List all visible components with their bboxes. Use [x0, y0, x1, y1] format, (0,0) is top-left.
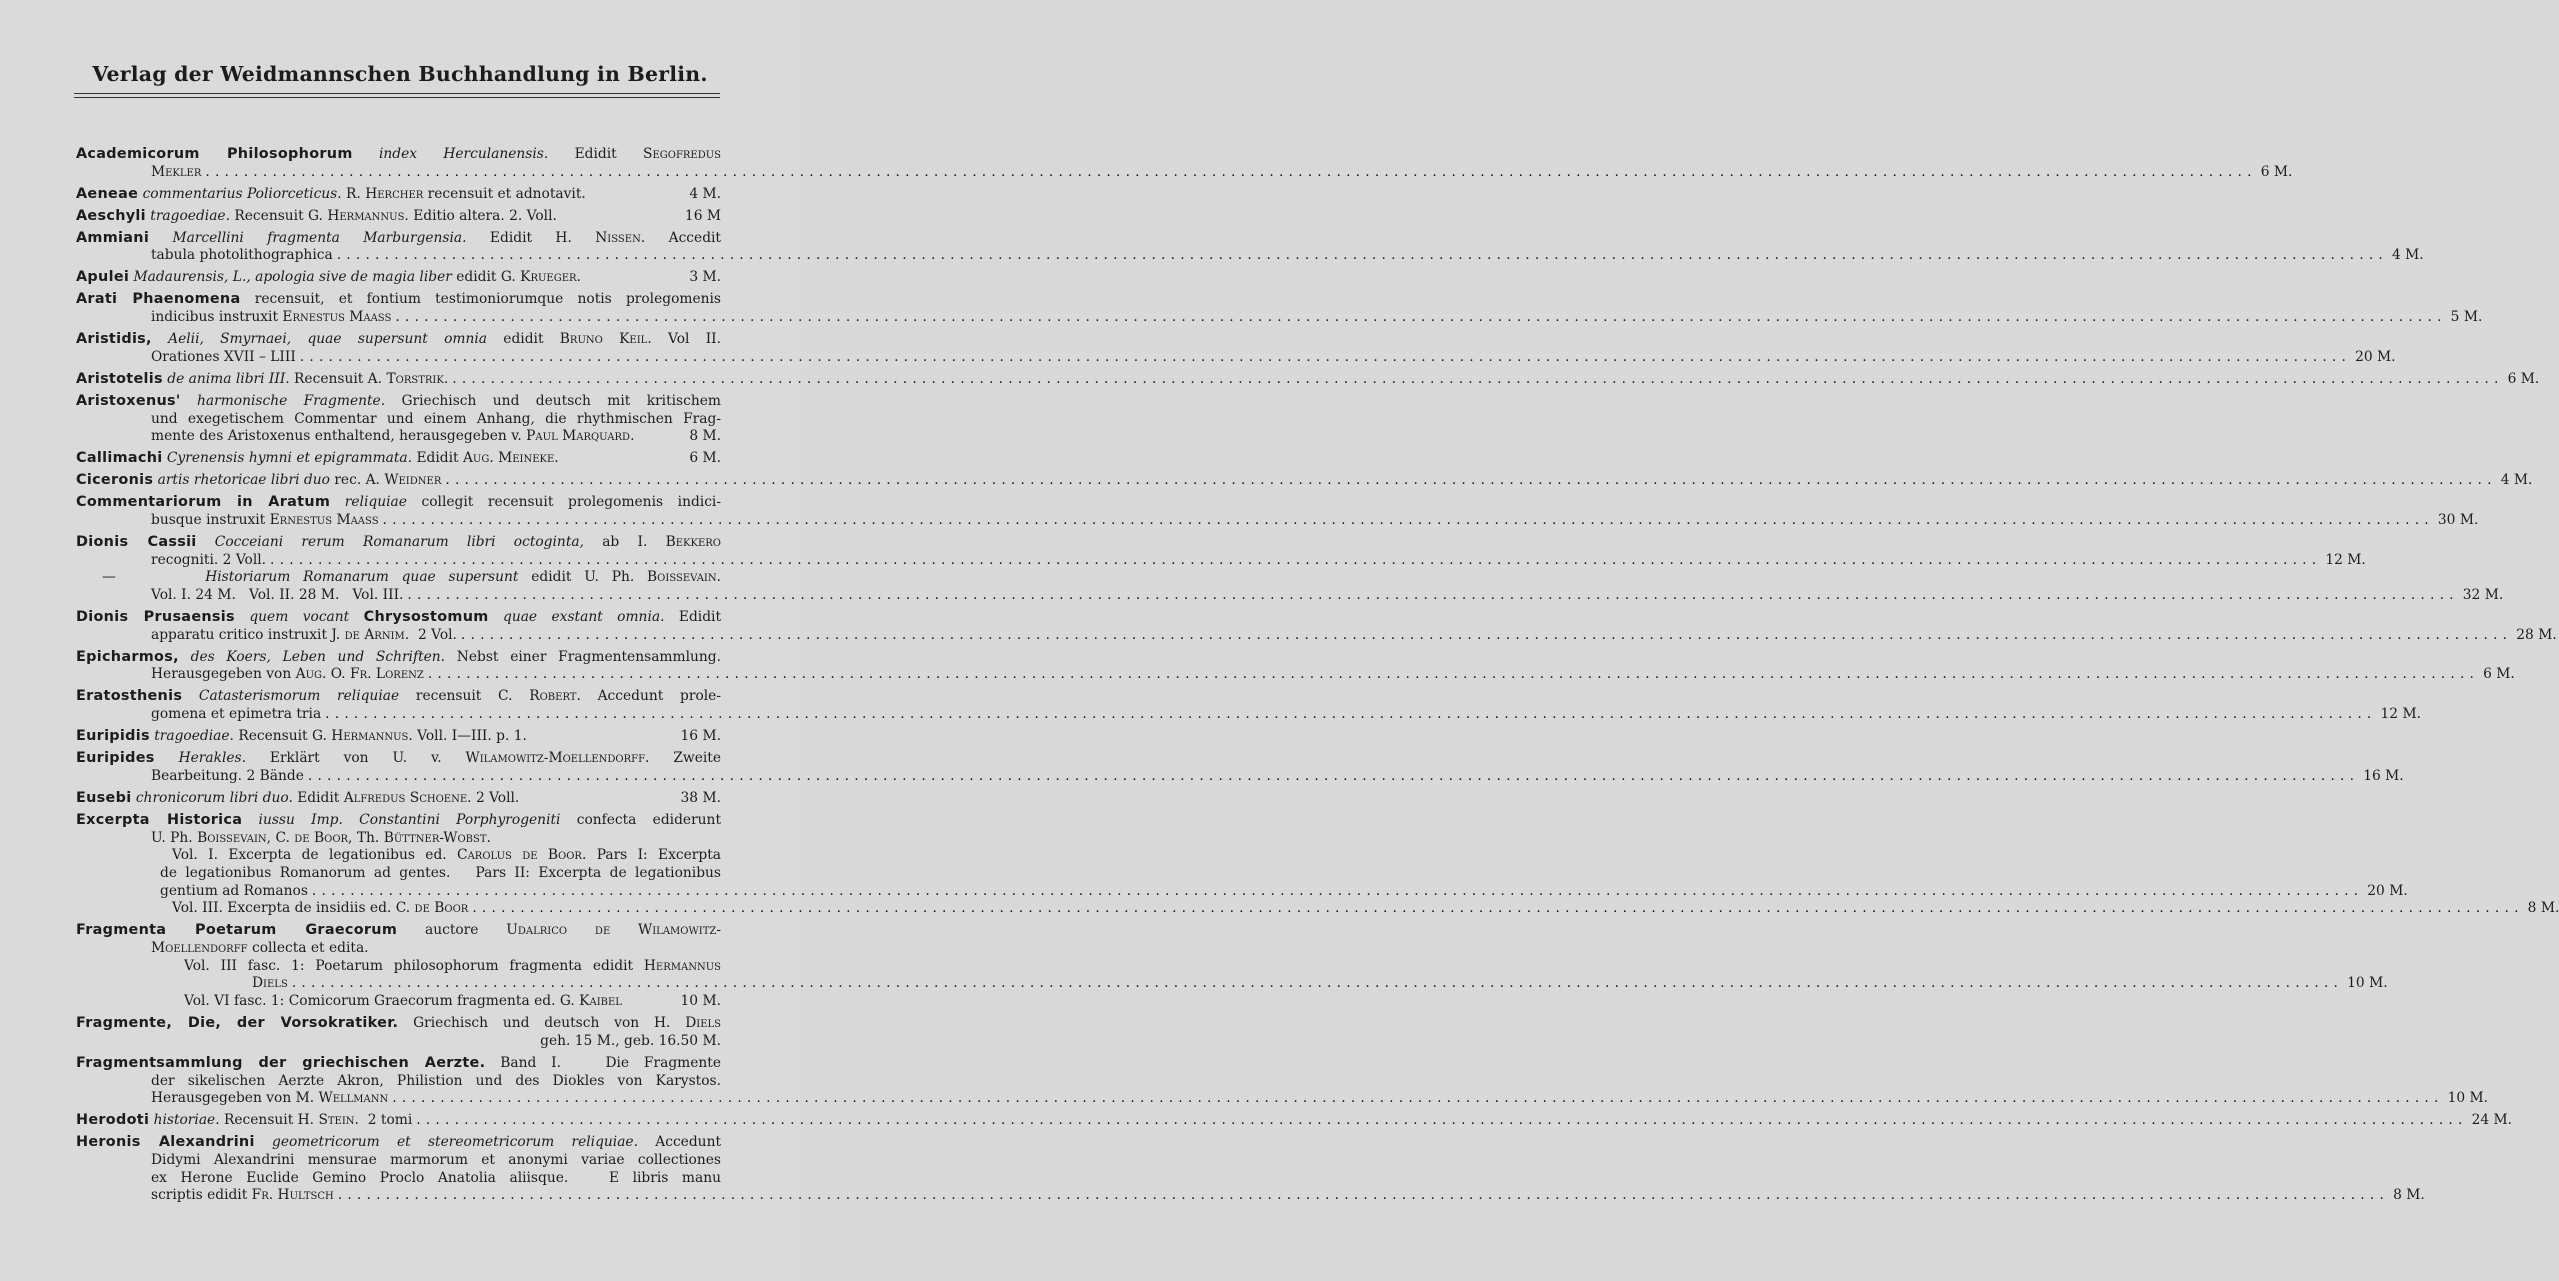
price: 28 M.	[2516, 626, 2557, 643]
catalog-entry: Eratosthenis Catasterismorum reliquiae recensuit C. Robert. Accedunt prole- gomena et epimetra tria ..... 12 M.	[76, 688, 721, 723]
catalog-list	[76, 146, 2559, 1209]
catalog-entry: Eusebi chronicorum libri duo. Edidit Alfredus Schoene. 2 Voll. 38 M.	[76, 789, 721, 806]
price: 16 M.	[2363, 767, 2404, 784]
price: 16 M.	[680, 728, 721, 745]
catalog-entry: Apulei Madaurensis, L., apologia sive de magia liber edidit G. Krueger. 3 M.	[76, 269, 721, 286]
price: 16 M	[684, 207, 721, 224]
catalog-entry: Ammiani Marcellini fragmenta Marburgensia. Edidit H. Nissen. Accedit tabula photolithographica ..... 4 M.	[76, 230, 721, 265]
price: 6 M.	[689, 450, 721, 467]
page-header: Verlag der Weidmannschen Buchhandlung in Berlin.	[92, 62, 708, 86]
catalog-entry: Fragmentsammlung der griechischen Aerzte. Band I. Die Fragmente der sikelischen Aerzte Akron, Philistion und des Diokles von Karystos. Herausgegeben von M. Wellmann ..... 10 M.	[76, 1055, 721, 1108]
price: 24 M.	[2471, 1112, 2513, 1129]
catalog-entry: Epicharmos, des Koers, Leben und Schriften. Nebst einer Fragmentensammlung. Herausgegeben von Aug. O. Fr. Lorenz ..... 6 M.	[76, 649, 721, 684]
catalog-entry: Aeschyli tragoediae. Recensuit G. Hermannus. Editio altera. 2. Voll. 16 M	[76, 207, 721, 224]
catalog-entry: Academicorum Philosophorum index Herculanensis. Edidit Segofredus Mekler ..... 6 M.	[76, 146, 721, 181]
catalog-entry: Excerpta Historica iussu Imp. Constantini Porphyrogeniti confecta ediderunt U. Ph. Boissevain, C. de Boor, Th. Büttner-Wobst. Vol. I. Excerpta de legationibus ed. Carolus de Boor. Pars I: Excerpta de legationibus Romanorum ad gentes. Pars II: Excerpta de legationibus gentium ad Romanos ..... 20 M. Vol. III. Excerpta de insidiis ed. C. de Boor ..... 8 M.	[76, 812, 721, 918]
price: 4 M.	[689, 185, 721, 202]
price: 20 M.	[2367, 882, 2408, 899]
price: 8 M.	[689, 428, 721, 445]
price: 6 M.	[2483, 666, 2515, 683]
catalog-entry: Euripidis tragoediae. Recensuit G. Hermannus. Voll. I—III. p. 1. 16 M.	[76, 728, 721, 745]
price: 30 M.	[2437, 511, 2479, 528]
price: 32 M.	[2462, 587, 2504, 604]
price: 6 M.	[2260, 163, 2293, 180]
price: 10 M.	[2447, 1090, 2489, 1107]
header-rule-thin	[74, 97, 720, 98]
catalog-entry: Aristotelis de anima libri III. Recensuit A. Torstrik. ..... 6 M.	[76, 371, 721, 389]
catalog-entry: Herodoti historiae. Recensuit H. Stein. 2 tomi ..... 24 M.	[76, 1112, 721, 1130]
catalog-entry: Heronis Alexandrini geometricorum et stereometricorum reliquiae. Accedunt Didymi Alexandrini mensurae marmorum et anonymi variae collectiones ex Herone Euclide Gemino Proclo Anatolia aliisque. E libris manu scriptis edidit Fr. Hultsch ..... 8 M.	[76, 1134, 721, 1205]
catalog-entry: Fragmente, Die, der Vorsokratiker. Griechisch und deutsch von H. Diels geh. 15 M., geb. 16.50 M.	[76, 1015, 722, 1049]
price: 10 M.	[2347, 975, 2388, 992]
catalog-entry: Aristidis, Aelii, Smyrnaei, quae supersunt omnia edidit Bruno Keil. Vol II. Orationes XVII – LIII ..... 20 M.	[76, 331, 721, 366]
price: 10 M.	[680, 993, 721, 1010]
price: 6 M.	[2507, 370, 2540, 387]
price: 3 M.	[689, 269, 721, 286]
catalog-entry: Dionis Cassii Cocceiani rerum Romanarum libri octoginta, ab I. Bekkero recogniti. 2 Voll. ..... 12 M. — Historiarum Romanarum quae supersunt edidit U. Ph. Boissevain. Vol. I. 24 M. Vol. II. 28 M. Vol. III. ..... 32 M.	[76, 534, 721, 605]
price: 38 M.	[680, 789, 721, 806]
catalog-entry: Commentariorum in Aratum reliquiae collegit recensuit prolegomenis indici- busque instruxit Ernestus Maass ..... 30 M.	[76, 494, 721, 529]
catalog-entry: Aristoxenus' harmonische Fragmente. Griechisch und deutsch mit kritischem und exegetischem Commentar und einem Anhang, die rhythmischen Frag- mente des Aristoxenus enthaltend, herausgegeben v. Paul Marquard. 8 M.	[76, 392, 721, 445]
price: 20 M.	[2355, 348, 2396, 365]
catalog-entry: Dionis Prusaensis quem vocant Chrysostomum quae exstant omnia. Edidit apparatu critico instruxit J. de Arnim. 2 Vol. ..... 28 M.	[76, 609, 721, 644]
catalog-entry: Arati Phaenomena recensuit, et fontium testimoniorumque notis prolegomenis indicibus instruxit Ernestus Maass ..... 5 M.	[76, 291, 721, 326]
price: 12 M.	[2380, 706, 2421, 723]
catalog-entry: Aeneae commentarius Poliorceticus. R. Hercher recensuit et adnotavit. 4 M.	[76, 185, 721, 202]
catalog-entry: Euripides Herakles. Erklärt von U. v. Wilamowitz-Moellendorff. Zweite Bearbeitung. 2 Bände ..... 16 M.	[76, 750, 721, 785]
price: 12 M.	[2325, 551, 2366, 568]
catalog-entry: Callimachi Cyrenensis hymni et epigrammata. Edidit Aug. Meineke. 6 M.	[76, 450, 721, 467]
price: 5 M.	[2450, 309, 2483, 326]
price: 8 M.	[2393, 1187, 2425, 1204]
price: 4 M.	[2392, 247, 2424, 264]
catalog-entry: Ciceronis artis rhetoricae libri duo rec. A. Weidner ..... 4 M.	[76, 472, 721, 490]
price: 4 M.	[2500, 472, 2533, 489]
catalog-entry: Fragmenta Poetarum Graecorum auctore Udalrico de Wilamowitz- Moellendorff collecta et edita. Vol. III fasc. 1: Poetarum philosophorum fragmenta edidit Hermannus Diels ..... 10 M. Vol. VI fasc. 1: Comicorum Graecorum fragmenta ed. G. Kaibel 10 M.	[76, 922, 721, 1011]
price: 8 M.	[2527, 900, 2559, 917]
header-rule-thick	[74, 93, 720, 94]
